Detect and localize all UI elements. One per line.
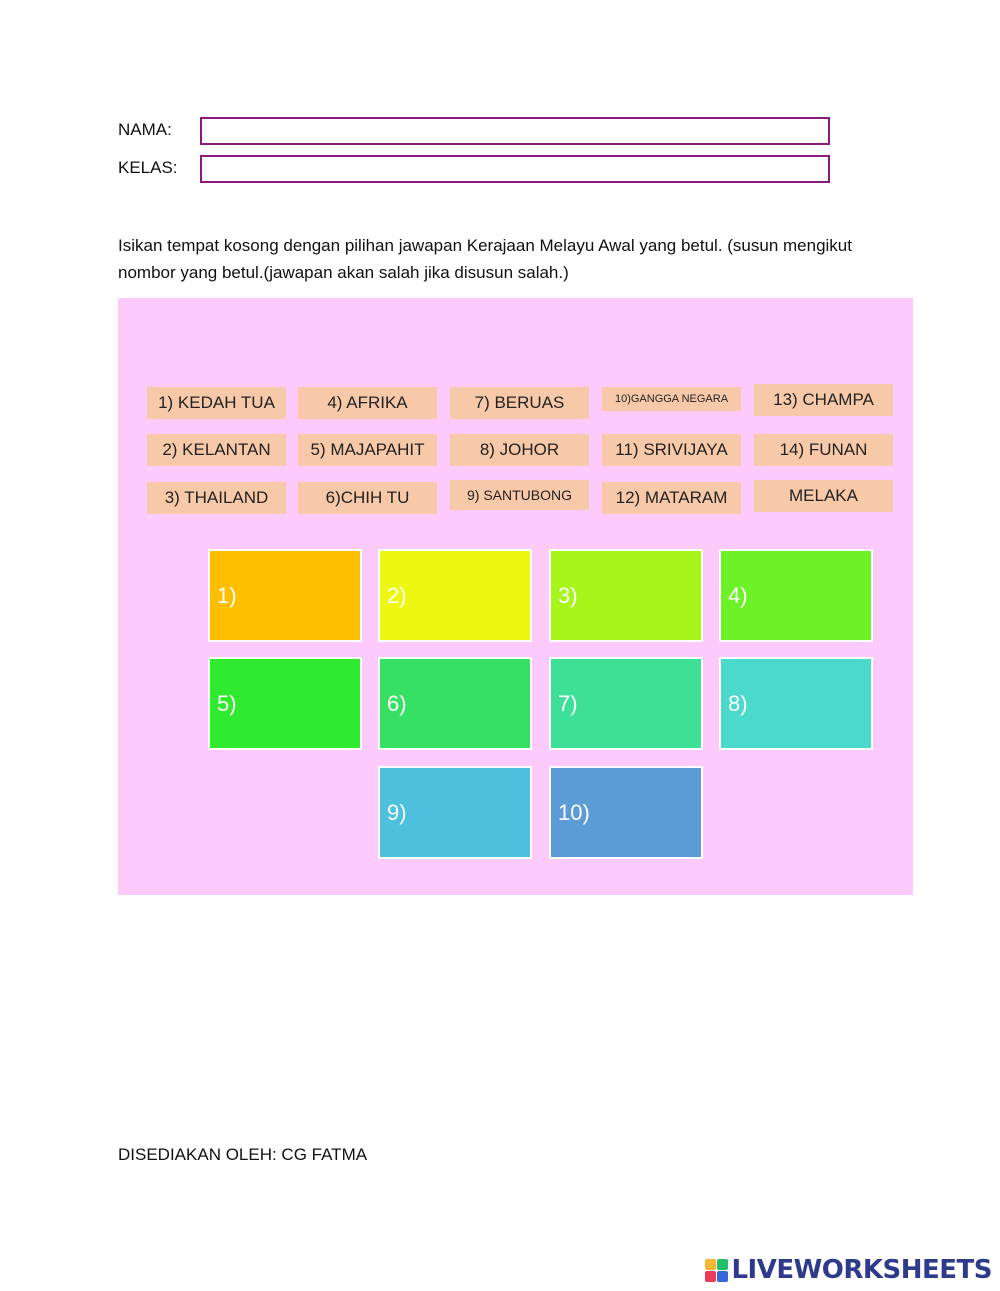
author-footer: DISEDIAKAN OLEH: CG FATMA <box>118 1145 368 1164</box>
answer-box-10[interactable]: 10) <box>549 766 703 859</box>
answer-box-9[interactable]: 9) <box>378 766 532 859</box>
option-chip[interactable]: 1) KEDAH TUA <box>147 387 286 419</box>
option-chip[interactable]: MELAKA <box>754 480 893 512</box>
liveworksheets-logo <box>705 1255 992 1285</box>
logo-tile <box>705 1259 716 1270</box>
option-chip[interactable]: 3) THAILAND <box>147 482 286 514</box>
option-chip[interactable]: 2) KELANTAN <box>147 434 286 466</box>
option-chip[interactable]: 12) MATARAM <box>602 482 741 514</box>
option-chip[interactable]: 6)CHIH TU <box>298 482 437 514</box>
logo-tile <box>717 1271 728 1282</box>
option-chip[interactable]: 4) AFRIKA <box>298 387 437 419</box>
option-chip[interactable]: 13) CHAMPA <box>754 384 893 416</box>
answer-box-7[interactable]: 7) <box>549 657 703 750</box>
answer-box-2[interactable]: 2) <box>378 549 532 642</box>
class-input[interactable] <box>200 155 830 183</box>
logo-text: LIVEWORKSHEETS <box>731 1255 992 1285</box>
option-chip[interactable]: 10)GANGGA NEGARA <box>602 387 741 411</box>
option-chip[interactable]: 9) SANTUBONG <box>450 480 589 510</box>
option-chip[interactable]: 14) FUNAN <box>754 434 893 466</box>
answer-box-6[interactable]: 6) <box>378 657 532 750</box>
option-chip[interactable]: 11) SRIVIJAYA <box>602 434 741 466</box>
logo-tile <box>705 1271 716 1282</box>
name-label: NAMA: <box>118 120 172 139</box>
answer-box-8[interactable]: 8) <box>719 657 873 750</box>
answer-box-4[interactable]: 4) <box>719 549 873 642</box>
answer-box-3[interactable]: 3) <box>549 549 703 642</box>
logo-mark-icon <box>705 1259 728 1282</box>
logo-tile <box>717 1259 728 1270</box>
option-chip[interactable]: 8) JOHOR <box>450 434 589 466</box>
answer-box-1[interactable]: 1) <box>208 549 362 642</box>
option-chip[interactable]: 5) MAJAPAHIT <box>298 434 437 466</box>
name-input[interactable] <box>200 117 830 145</box>
answer-box-5[interactable]: 5) <box>208 657 362 750</box>
activity-panel <box>118 298 913 895</box>
class-label: KELAS: <box>118 158 178 177</box>
option-chip[interactable]: 7) BERUAS <box>450 387 589 419</box>
instructions-text: Isikan tempat kosong dengan pilihan jawapan Kerajaan Melayu Awal yang betul. (susun mengikut nombor yang betul.(jawapan akan salah jika disusun salah.) <box>118 236 852 282</box>
